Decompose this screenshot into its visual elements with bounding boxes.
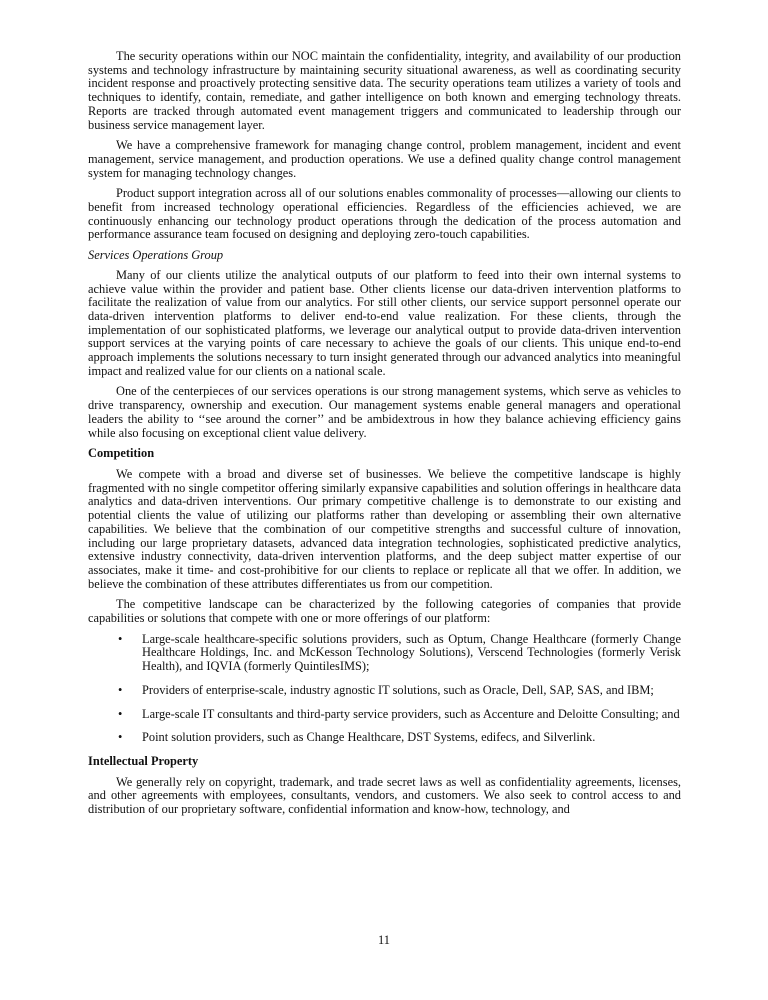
paragraph-intellectual-property: We generally rely on copyright, trademark, and trade secret laws as well as confidentiality agreements, licenses, and other agreements with employees, consultants, vendors, and customers. We also seek to control access to and distribution of our proprietary software, confidential information and know-how, technology, and (88, 774, 681, 817)
paragraph-management-framework: We have a comprehensive framework for managing change control, problem management, incident and event management, service management, and production operations. We use a defined quality change control management system for managing technology changes. (88, 138, 681, 180)
heading-competition: Competition (88, 446, 155, 461)
list-item-text: Large-scale IT consultants and third-party service providers, such as Accenture and Deloitte Consulting; and (142, 706, 680, 721)
bullet-icon: • (118, 706, 123, 721)
bullet-icon: • (118, 631, 123, 646)
paragraph-competitive-landscape-intro: We compete with a broad and diverse set of businesses. We believe the competitive landscape is highly fragmented with no single competitor offering similarly expansive capabilities and solution offerings in healthcare data analytics and data-driven interventions. Our primary competitive challenge is to demonstrate to our existing and potential clients the value of utilizing our platforms rather than developing or assembling their own alternative capabilities. We believe that the combination of our competitive strengths and successful culture of innovation, including our large proprietary datasets, advanced data integration technologies, sophisticated predictive analytics, extensive industry connectivity, data-driven intervention platforms, and the deep subject matter expertise of our associates, make it time- and cost-prohibitive for our clients to replace or replicate all that we offer. In addition, we believe the combination of these attributes differentiates us from our competition. (88, 466, 681, 591)
list-item (88, 708, 681, 722)
heading-services-operations-group: Services Operations Group (88, 248, 224, 263)
bullet-icon: • (118, 730, 123, 745)
competitor-categories-list (88, 633, 681, 745)
bullet-icon: • (118, 682, 123, 697)
list-item-text: Point solution providers, such as Change Healthcare, DST Systems, edifecs, and Silverlink. (142, 730, 596, 745)
heading-intellectual-property: Intellectual Property (88, 753, 199, 768)
page-content (88, 50, 681, 824)
paragraph-management-systems: One of the centerpieces of our services operations is our strong management systems, which serve as vehicles to drive transparency, ownership and execution. Our management systems enable general managers and operational leaders the ability to ‘‘see around the corner’’ and be ambidextrous in how they balance achieving efficiency gains while also focusing on exceptional client value delivery. (88, 384, 681, 440)
paragraph-clients-analytics: Many of our clients utilize the analytical outputs of our platform to feed into their own internal systems to achieve value within the provider and patient base. Other clients license our data-driven intervention platforms to facilitate the realization of value from our analytics. For still other clients, our service support personnel operate our data-driven intervention platforms to deliver end-to-end value realization. For these clients, through the implementation of our sophisticated platforms, we leverage our analytical output to provide data-driven intervention support services at the varying points of care necessary to achieve the goals of our clients. This unique end-to-end approach implements the solutions necessary to turn insight generated through our advanced analytics into meaningful impact and realized value for our clients on a national scale. (88, 267, 681, 378)
list-item (88, 684, 681, 698)
list-item (88, 731, 681, 745)
paragraph-product-support: Product support integration across all of our solutions enables commonality of processes—allowing our clients to benefit from increased technology operational efficiencies. Regardless of the efficiencies achieved, we are continuously enhancing our technology product operations through the dedication of the process automation and performance assurance team focused on designing and deploying zero-touch capabilities. (88, 186, 681, 242)
list-item-text: Large-scale healthcare-specific solutions providers, such as Optum, Change Healthcare (formerly Change Healthcare Holdings, Inc. and McKesson Technology Solutions), Verscend Technologies (formerly Verisk Health), and IQVIA (formerly QuintilesIMS); (142, 631, 681, 674)
list-item (88, 633, 681, 674)
list-item-text: Providers of enterprise-scale, industry agnostic IT solutions, such as Oracle, Dell, SAP, SAS, and IBM; (142, 682, 654, 697)
page-number: 11 (378, 933, 390, 947)
page-footer (0, 933, 768, 948)
paragraph-landscape-categories: The competitive landscape can be characterized by the following categories of companies that provide capabilities or solutions that compete with one or more offerings of our platform: (88, 597, 681, 626)
paragraph-security-operations: The security operations within our NOC maintain the confidentiality, integrity, and availability of our production systems and technology infrastructure by maintaining security situational awareness, as well as coordinating security incident response and proactively protecting sensitive data. The security operations team utilizes a variety of tools and techniques to identify, contain, remediate, and gather intelligence on both known and emerging technology threats. Reports are tracked through automated event management triggers and communicated to leadership through our business service management layer. (88, 49, 681, 132)
